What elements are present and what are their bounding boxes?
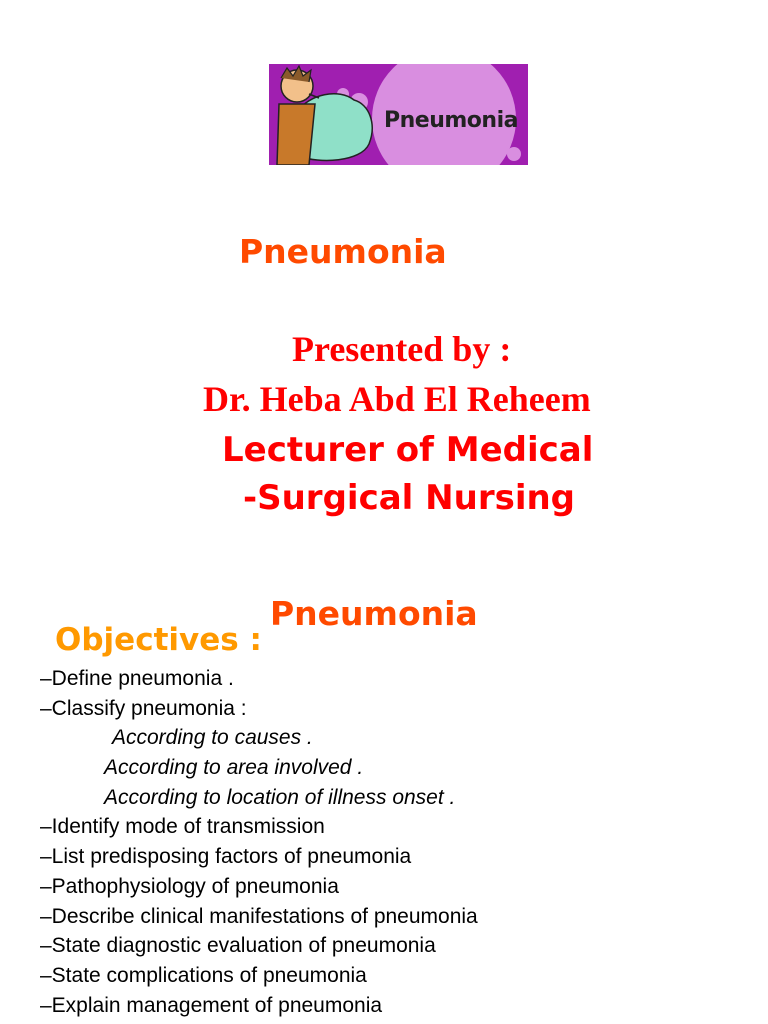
- objective-item: According to location of illness onset .: [104, 785, 456, 809]
- banner-word: Pneumonia: [384, 108, 518, 133]
- objective-item: According to area involved .: [104, 756, 364, 780]
- objective-item: –Identify mode of transmission: [40, 815, 325, 839]
- objective-item: According to causes .: [112, 726, 313, 750]
- objective-item: –Explain management of pneumonia: [40, 993, 383, 1017]
- objective-item: –Describe clinical manifestations of pneumonia: [40, 904, 478, 928]
- presenter-role-line2: -Surgical Nursing: [243, 478, 576, 518]
- presented-by-label: Presented by :: [292, 329, 512, 369]
- presenter-role-line1: Lecturer of Medical: [222, 430, 594, 470]
- objective-item: –State complications of pneumonia: [40, 963, 367, 987]
- objective-item: –List predisposing factors of pneumonia: [40, 845, 412, 869]
- objectives-list: [40, 664, 478, 1020]
- section-title: Pneumonia: [270, 594, 478, 633]
- presenter-name: Dr. Heba Abd El Reheem: [203, 379, 591, 419]
- page-title: Pneumonia: [239, 232, 447, 271]
- objective-item: –Classify pneumonia :: [40, 696, 247, 720]
- objectives-heading: Objectives :: [55, 622, 262, 658]
- pneumonia-banner-image: [269, 64, 528, 165]
- objective-item: –State diagnostic evaluation of pneumonia: [40, 934, 436, 958]
- objective-item: –Define pneumonia .: [40, 667, 234, 690]
- objective-item: –Pathophysiology of pneumonia: [40, 874, 339, 898]
